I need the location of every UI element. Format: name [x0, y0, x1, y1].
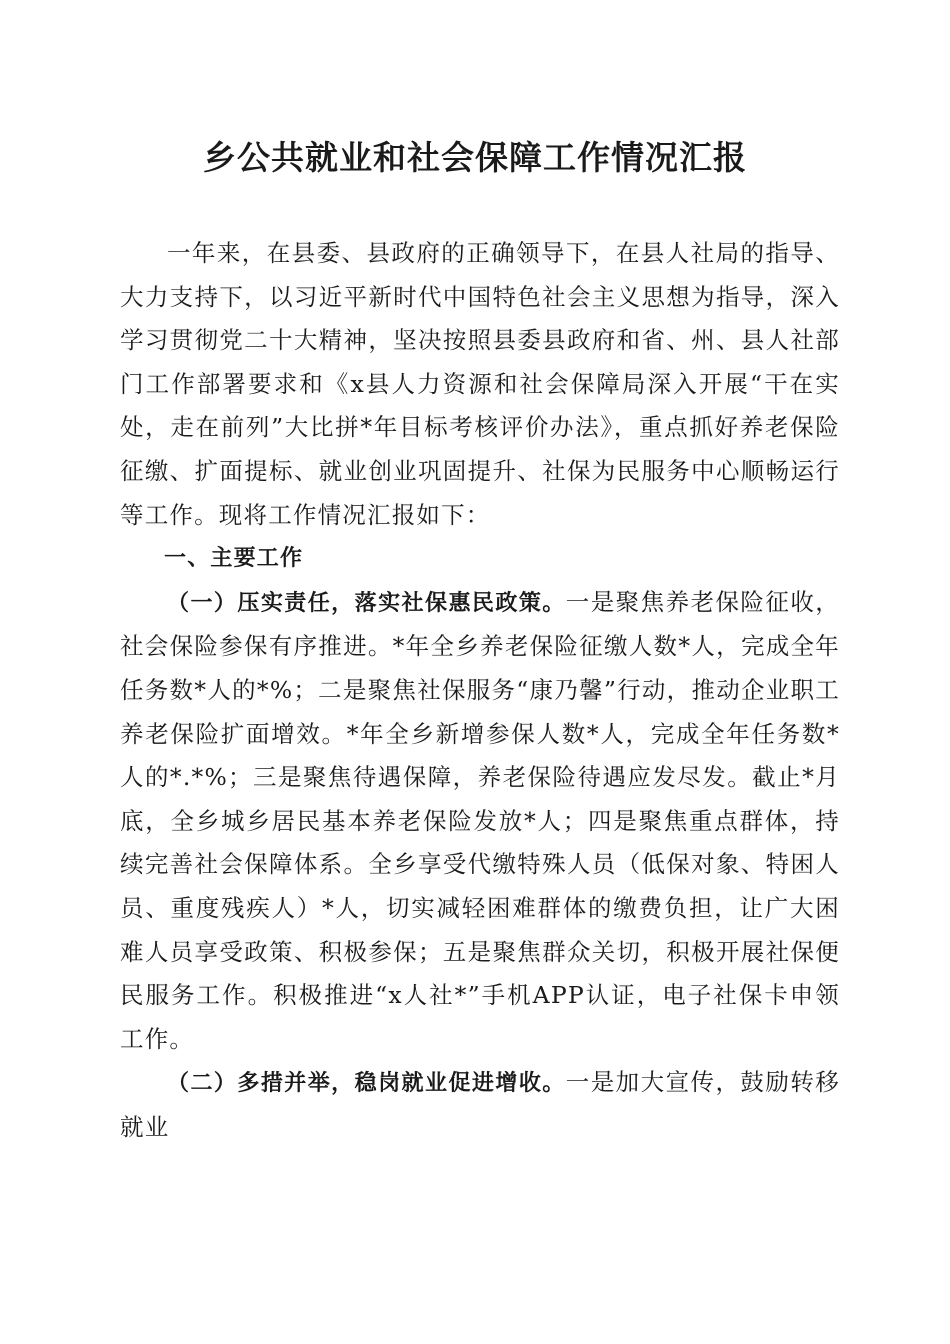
subsection-body-employment: 一是加大宣传，鼓励转移就业 — [120, 1068, 841, 1141]
intro-paragraph: 一年来，在县委、县政府的正确领导下，在县人社局的指导、大力支持下，以习近平新时代中国特色社会主义思想为指导，深入学习贯彻党二十大精神，坚决按照县委县政府和省、州、县人社部门工作部署要求和《x县人力资源和社会保障局深入开展“干在实处，走在前列”大比拼*年目标考核评价办法》，重点抓好养老保险征缴、扩面提标、就业创业巩固提升、社保为民服务中心顺畅运行等工作。现将工作情况汇报如下： — [120, 239, 840, 529]
subsection-title-social-security: （一）压实责任，落实社保惠民政策。 — [167, 590, 566, 616]
subsection-body-social-security: 一是聚焦养老保险征收，社会保险参保有序推进。*年全乡养老保险征缴人数*人，完成全年任务数*人的*%；二是聚焦社保服务“康乃馨”行动，推动企业职工养老保险扩面增效。*年全乡新增参保人数*人，完成全年任务数*人的*.*%；三是聚焦待遇保障，养老保险待遇应发尽发。截止*月底，全乡城乡居民基本养老保险发放*人；四是聚焦重点群体，持续完善社会保障体系。全乡享受代缴特殊人员（低保对象、特困人员、重度残疾人）*人，切实减轻困难群体的缴费负担，让广大困难人员享受政策、积极参保；五是聚焦群众关切，积极开展社保便民服务工作。积极推进“x人社*”手机APP认证，电子社保卡申领工作。 — [120, 587, 841, 1053]
paragraph-employment — [120, 1061, 840, 1149]
document-body — [120, 232, 840, 1149]
section-heading-main-work: 一、主要工作 — [164, 546, 304, 572]
document-title: 乡公共就业和社会保障工作情况汇报 — [203, 138, 747, 177]
subsection-title-employment: （二）多措并举，稳岗就业促进增收。 — [167, 1071, 566, 1097]
paragraph-social-security — [120, 581, 840, 1062]
